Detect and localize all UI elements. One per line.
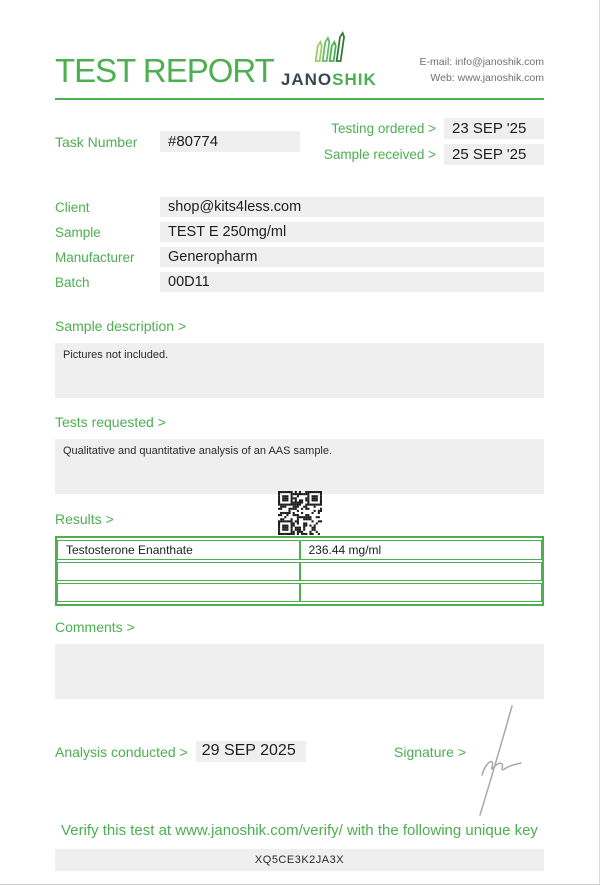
signature-image [466, 703, 526, 823]
unique-key: XQ5CE3K2JA3X [55, 849, 544, 871]
comments-heading: Comments > [55, 619, 135, 635]
table-row [57, 540, 542, 560]
detail-rows [55, 197, 544, 292]
tests-requested-heading: Tests requested > [55, 414, 166, 430]
detail-row-batch [55, 272, 544, 292]
testing-ordered-label: Testing ordered > [331, 121, 436, 136]
result-cell: 236.44 mg/ml [300, 540, 543, 560]
analysis-conducted [55, 741, 306, 762]
task-number-label: Task Number [55, 133, 138, 150]
sample-value: TEST E 250mg/ml [160, 222, 544, 242]
batch-label: Batch [55, 274, 90, 290]
tests-requested-section [55, 414, 544, 494]
report-header [55, 28, 544, 96]
page-title: TEST REPORT [55, 52, 274, 89]
header-divider [55, 98, 544, 100]
sample-received-value: 25 SEP '25 [444, 144, 544, 165]
results-section [55, 491, 544, 606]
comments-content [55, 644, 544, 699]
analyte-cell [57, 562, 300, 581]
detail-row-manufacturer [55, 247, 544, 267]
sample-description-section [55, 318, 544, 398]
result-cell [300, 562, 543, 581]
result-cell [300, 583, 543, 602]
sample-description-heading: Sample description > [55, 318, 187, 334]
qr-code [277, 491, 323, 535]
verify-text: Verify this test at www.janoshik.com/verify/ with the following unique key [61, 822, 538, 839]
sample-label: Sample [55, 224, 101, 240]
client-value: shop@kits4less.com [160, 197, 544, 217]
table-row [57, 562, 542, 581]
task-number-value: #80774 [160, 131, 300, 152]
meta-section [55, 118, 544, 165]
contact-email: E-mail: info@janoshik.com [419, 56, 544, 68]
detail-row-client [55, 197, 544, 217]
signature-block [394, 741, 466, 762]
bar-chart-logo-icon [307, 51, 351, 68]
task-number-row [55, 118, 300, 165]
contact-web: Web: www.janoshik.com [430, 72, 544, 85]
detail-row-sample [55, 222, 544, 242]
manufacturer-label: Manufacturer [55, 249, 135, 265]
analysis-conducted-label: Analysis conducted > [55, 743, 188, 760]
tests-requested-content: Qualitative and quantitative analysis of an AAS sample. [55, 439, 544, 494]
brand-name: JANOSHIK [280, 70, 377, 89]
testing-ordered-row [324, 118, 544, 139]
comments-section [55, 619, 544, 699]
conducted-row [55, 741, 544, 762]
client-label: Client [55, 199, 90, 215]
dates-block [324, 118, 544, 165]
sample-received-label: Sample received > [323, 147, 436, 162]
janoshik-logo [274, 28, 384, 90]
analyte-cell [57, 583, 300, 602]
testing-ordered-value: 23 SEP '25 [444, 118, 544, 139]
signature-label: Signature > [394, 743, 466, 760]
table-row [57, 583, 542, 602]
analyte-cell: Testosterone Enanthate [57, 540, 300, 560]
batch-value: 00D11 [160, 272, 544, 292]
results-heading: Results > [55, 511, 114, 527]
analysis-date-value: 29 SEP 2025 [196, 741, 306, 762]
manufacturer-value: Generopharm [160, 247, 544, 267]
sample-description-content: Pictures not included. [55, 343, 544, 398]
results-table [55, 536, 544, 606]
sample-received-row [324, 144, 544, 165]
contact-info [384, 28, 544, 87]
